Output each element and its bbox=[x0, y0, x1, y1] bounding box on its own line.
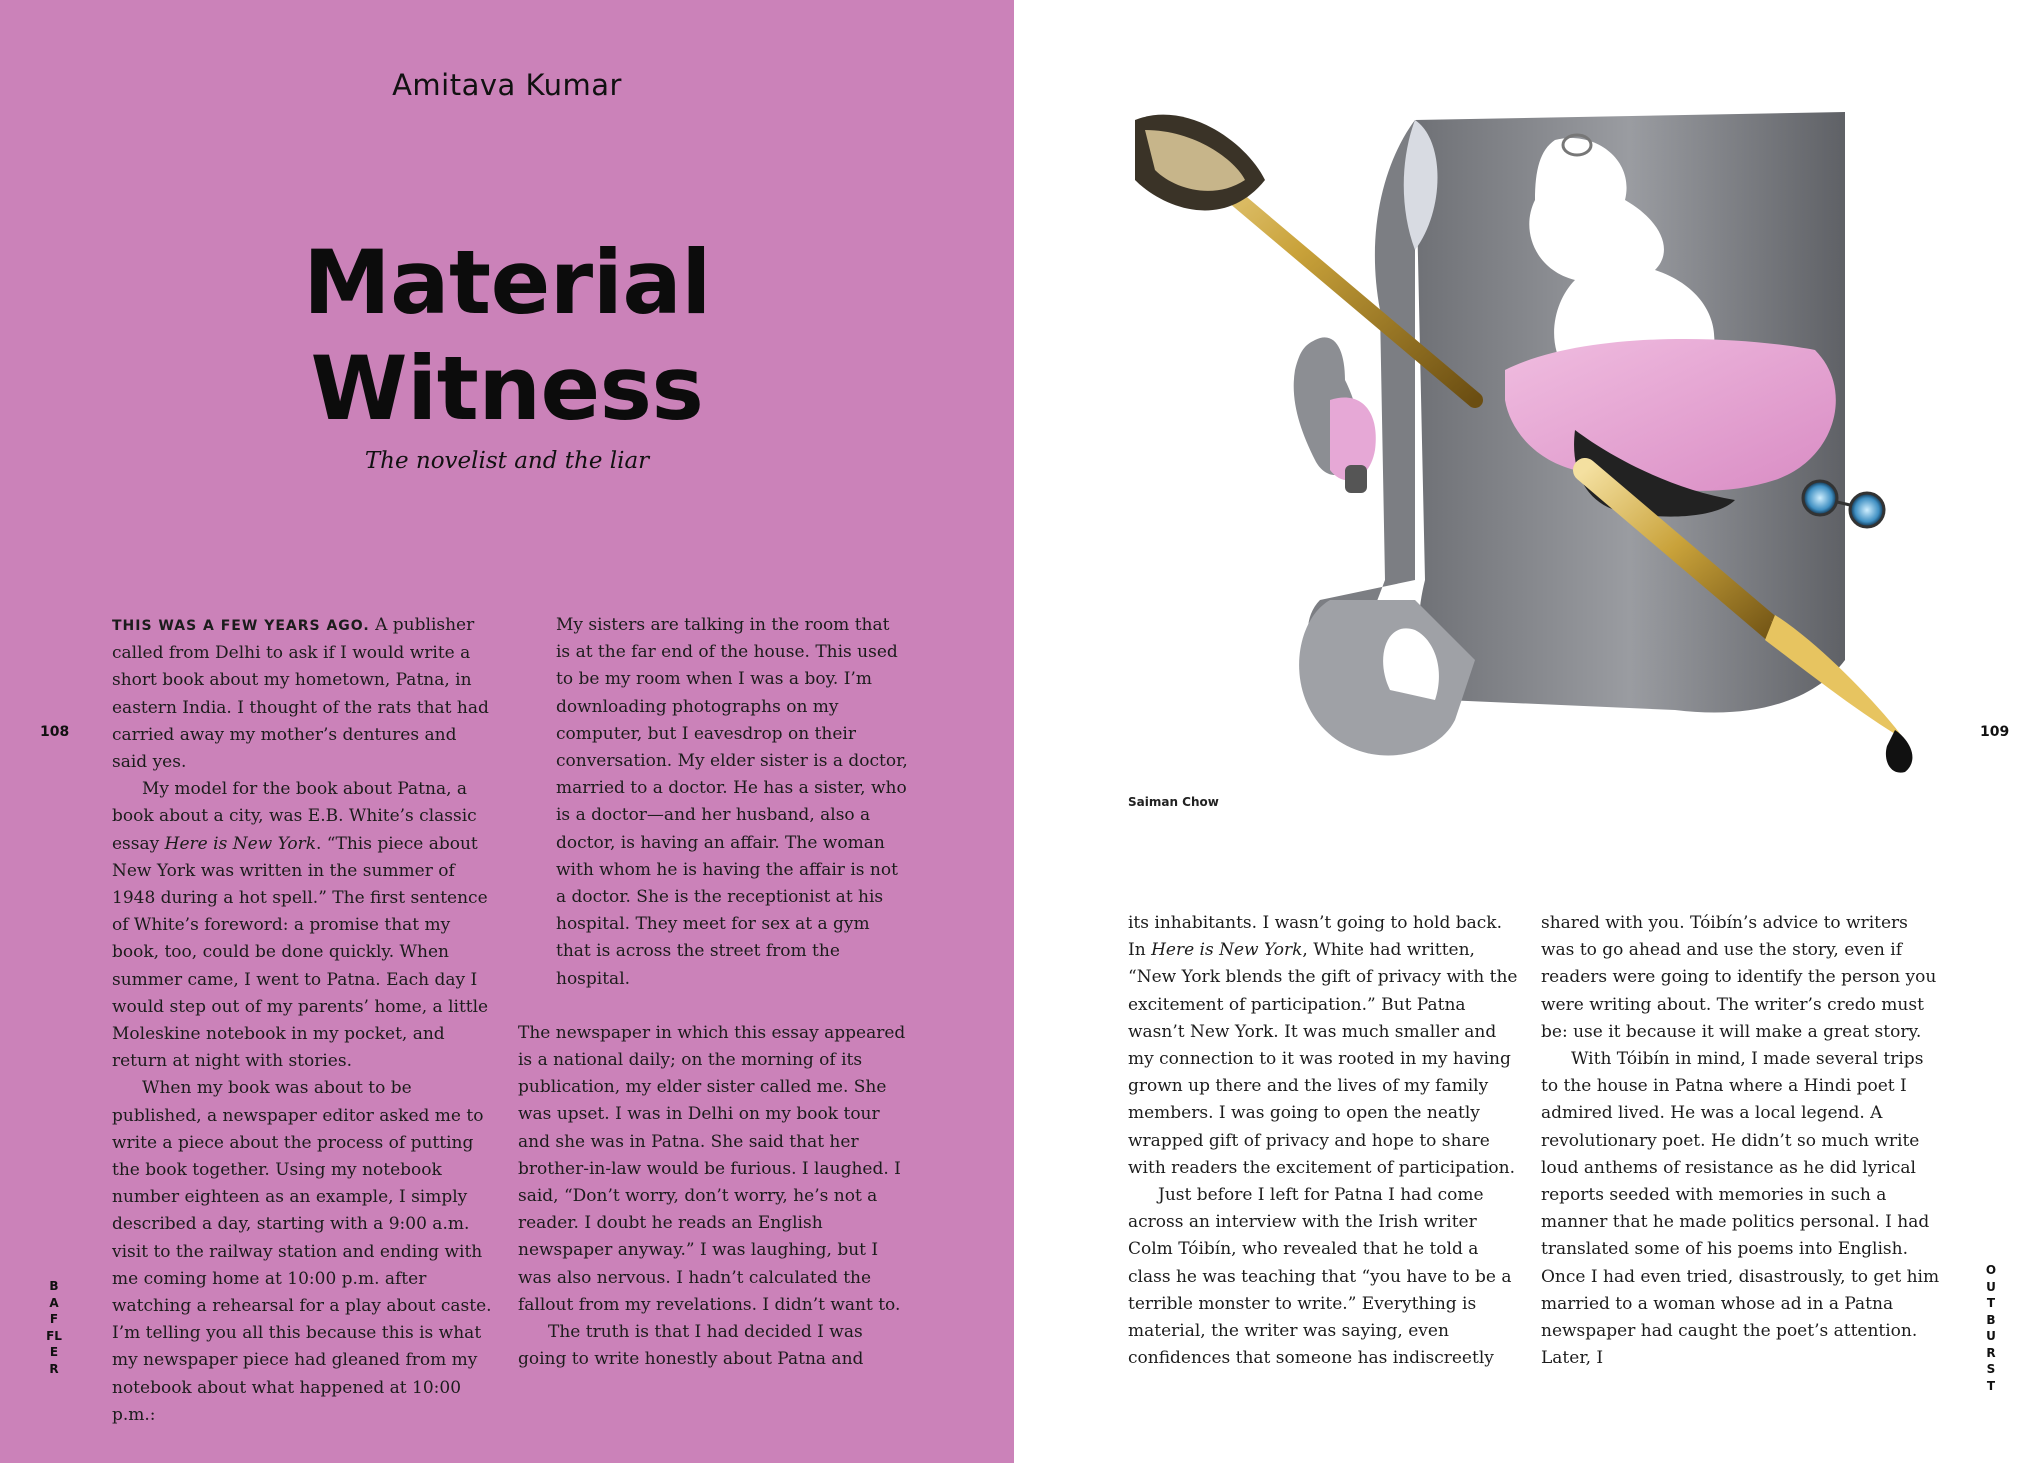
article-subtitle: The novelist and the liar bbox=[364, 448, 650, 474]
title-line-1: Material bbox=[303, 231, 711, 334]
paragraph-1-text: A publisher called from Delhi to ask if I would write a short book about my hometown, Patna, in eastern India. I thought of the rats that had carried away my mother’s dentures and said yes. bbox=[112, 615, 489, 773]
illustration-credit: Saiman Chow bbox=[1128, 795, 1219, 809]
reaching-hand bbox=[1294, 337, 1376, 493]
paragraph-1 bbox=[112, 612, 497, 776]
paragraph-5-start: The truth is that I had decided I was going to write honestly about Patna and bbox=[518, 1322, 864, 1370]
title-line-2: Witness bbox=[310, 337, 704, 440]
block-quote: My sisters are talking in the room that is at the far end of the house. This used to be my room when I was a boy. I’m downloading photographs on my computer, but I eavesdrop on their conversation. My elder sister is a doctor, married to a doctor. He has a sister, who is a doctor—and her husband, also a doctor, is having an affair. The woman with whom he is having the affair is not a doctor. She is the receptionist at his hospital. They meet for sex at a gym that is across the street from the hospital. bbox=[556, 615, 908, 989]
paragraph-6-continued: shared with you. Tóibín’s advice to writers was to go ahead and use the story, even if readers were going to identify the person you were writing about. The writer’s credo must be: use it because it will make a great story. bbox=[1541, 913, 1937, 1042]
column-2 bbox=[518, 612, 908, 1373]
author-name: Amitava Kumar bbox=[392, 68, 622, 102]
paragraph-3: When my book was about to be published, a newspaper editor asked me to write a piece about the process of putting the book together. Using my notebook number eighteen as an example, I simply described a day, starting with a 9:00 a.m. visit to the railway station and ending with me coming home at 10:00 p.m. after watching a rehearsal for a play about caste. I’m telling you all this because this is what my newspaper piece had gleaned from my notebook about what happened at 10:00 p.m.: bbox=[112, 1078, 492, 1425]
paragraph-6: Just before I left for Patna I had come across an interview with the Irish writer Colm Tóibín, who revealed that he told a class he was teaching that “you have to be a terrible monster to write.” Everything is material, the writer was saying, even confidences that someone has indiscreetly bbox=[1128, 1185, 1512, 1369]
running-head-vertical-left: BAFFLER bbox=[46, 1279, 62, 1376]
lead-in: THIS WAS A FEW YEARS AGO. bbox=[112, 618, 370, 634]
column-3 bbox=[1128, 910, 1523, 1372]
paragraph-4: The newspaper in which this essay appeared is a national daily; on the morning of its publication, my elder sister called me. She was upset. I was in Delhi on my book tour and she was in Patna. She said that her brother-in-law would be furious. I laughed. I said, “Don’t worry, don’t worry, he’s not a reader. I doubt he reads an English newspaper anyway.” I was laughing, but I was also nervous. I hadn’t calculated the fallout from my revelations. I didn’t want to. bbox=[518, 1022, 906, 1315]
column-1 bbox=[112, 612, 497, 1429]
page-number-left: 108 bbox=[40, 724, 70, 740]
paragraph-7: With Tóibín in mind, I made several trips to the house in Patna where a Hindi poet I admired lived. He was a local legend. A revolutionary poet. He didn’t so much write loud anthems of resistance as he did lyrical reports seeded with memories in such a manner that he made politics personal. I had translated some of his poems into English. Once I had even tried, disastrously, to get him married to a woman whose ad in a Patna newspaper had caught the poet’s attention. Later, I bbox=[1541, 1049, 1940, 1369]
article-title bbox=[0, 230, 1014, 442]
paragraph-5-continued: its inhabitants. I wasn’t going to hold back. In Here is New York, White had written, “New York blends the gift of privacy with the excitement of participation.” But Patna wasn’t New York. It was much smaller and my connection to it was rooted in my having grown up there and the lives of my family members. I was going to open the neatly wrapped gift of privacy and hope to share with readers the excitement of participation. bbox=[1128, 913, 1518, 1178]
page-number-right: 109 bbox=[1980, 724, 2010, 740]
column-4 bbox=[1541, 910, 1941, 1372]
illustration bbox=[1115, 100, 1925, 780]
running-head-vertical-right: OUTBURST bbox=[1985, 1263, 1997, 1393]
paragraph-2: My model for the book about Patna, a book about a city, was E.B. White’s classic essay Here is New York. “This piece about New York was written in the summer of 1948 during a hot spell.” The first sentence of White’s foreword: a promise that my book, too, could be done quickly. When summer came, I went to Patna. Each day I would step out of my parents’ home, a little Moleskine notebook in my pocket, and return at night with stories. bbox=[112, 779, 489, 1072]
